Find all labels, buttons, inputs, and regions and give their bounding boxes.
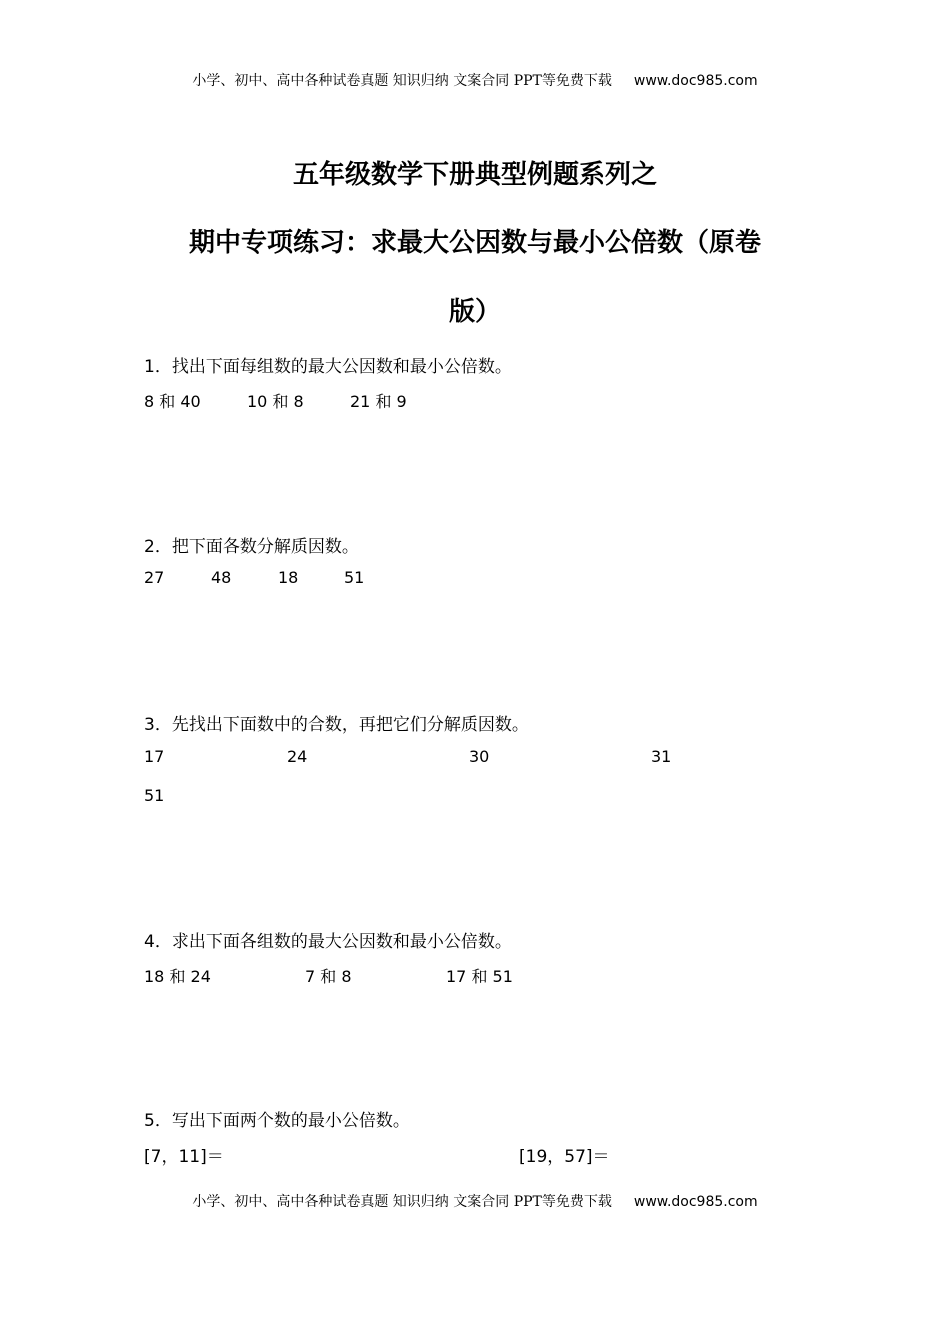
question-3: 3．先找出下面数中的合数，再把它们分解质因数。 [144,715,529,735]
question-4-item: 7 和 8 [305,967,352,986]
question-3-item: 17 [144,747,165,766]
question-3-item: 24 [287,747,308,766]
question-4-item: 18 和 24 [144,967,211,986]
title-line-1: 五年级数学下册典型例题系列之 [292,160,657,190]
question-2-item: 18 [278,568,299,587]
question-1: 1．找出下面每组数的最大公因数和最小公倍数。 [144,357,512,377]
question-3-item: 51 [144,786,165,805]
header-url[interactable]: www.doc985.com [633,73,758,89]
question-2-item: 48 [211,568,232,587]
question-1-item: 21 和 9 [350,392,407,411]
footer-url[interactable]: www.doc985.com [633,1194,758,1210]
question-3-item: 30 [469,747,490,766]
question-4: 4．求出下面各组数的最大公因数和最小公倍数。 [144,932,512,952]
page-footer [0,1191,950,1211]
question-1-item: 8 和 40 [144,392,201,411]
footer-text: 小学、初中、高中各种试卷真题 知识归纳 文案合同 PPT等免费下载 [192,1194,612,1210]
question-5-item: [19，57]＝ [519,1147,610,1167]
header-text: 小学、初中、高中各种试卷真题 知识归纳 文案合同 PPT等免费下载 [192,73,612,89]
question-2-item: 51 [344,568,365,587]
question-1-item: 10 和 8 [247,392,304,411]
question-4-item: 17 和 51 [446,967,513,986]
title-line-3: 版） [448,297,501,327]
question-5: 5．写出下面两个数的最小公倍数。 [144,1111,410,1131]
page-header [0,70,950,90]
question-2: 2．把下面各数分解质因数。 [144,537,359,557]
title-line-2: 期中专项练习：求最大公因数与最小公倍数（原卷 [188,228,761,258]
question-3-item: 31 [651,747,672,766]
question-2-item: 27 [144,568,165,587]
question-5-item: [7，11]＝ [144,1147,224,1167]
